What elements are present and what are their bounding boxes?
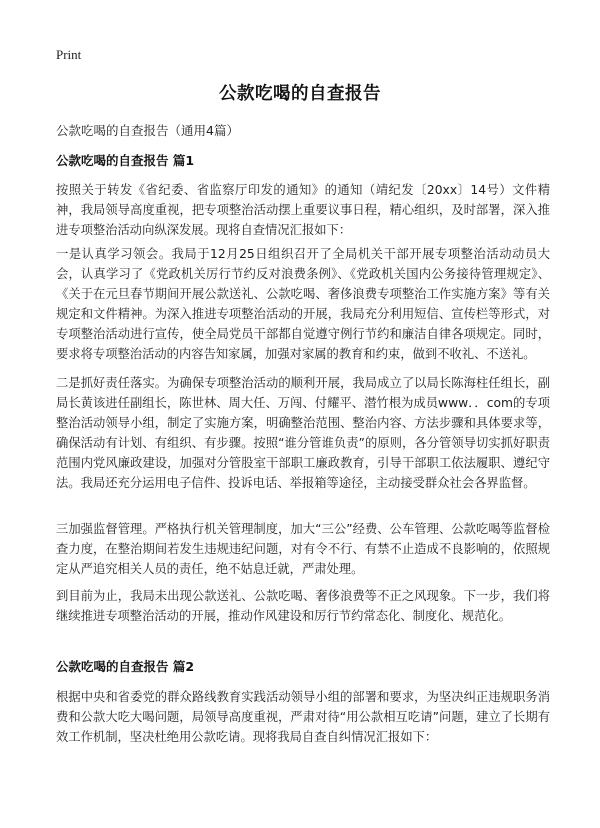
paragraph: 根据中央和省委党的群众路线教育实践活动领导小组的部署和要求，为坚决纠正违规职务消费和公款大吃大喝问题，局领导高度重视，严肃对待“用公款相互吃请”问题，建立了长期有效工作机制，坚决杜绝用公款吃请。现将我局自查自纠情况汇报如下： xyxy=(56,690,550,744)
section-heading-2: 公款吃喝的自查报告 篇2 xyxy=(56,659,195,674)
paragraph: 一是认真学习领会。我局于12月25日组织召开了全局机关干部开展专项整治活动动员大会，认真学习了《党政机关厉行节约反对浪费条例》、《党政机关国内公务接待管理规定》、《关于在元旦春节期间开展公款送礼、公款吃喝、奢侈浪费专项整治工作实施方案》等有关规定和文件精神。为深入推进专项整治活动的开展，我局充分利用短信、宣传栏等形式，对专项整治活动进行宣传，使全局党员干部都自觉遵守例行节约和廉洁自律各项规定。同时，要求将专项整治活动的内容告知家属，加强对家属的教育和约束，做到不收礼、不送礼。 xyxy=(56,247,550,361)
paragraph: 到目前为止，我局未出现公款送礼、公款吃喝、奢侈浪费等不正之风现象。下一步，我们将继续推进专项整治活动的开展，推动作风建设和厉行节约常态化、制度化、规范化。 xyxy=(56,589,550,623)
section-heading-1: 公款吃喝的自查报告 篇1 xyxy=(56,153,195,168)
document-title: 公款吃喝的自查报告 xyxy=(219,84,381,104)
paragraph: 三加强监督管理。严格执行机关管理制度，加大“三公”经费、公车管理、公款吃喝等监督检查力度，在整治期间若发生违规违纪问题，对有令不行、有禁不止造成不良影响的，依照规定从严追究相关人员的责任，绝不姑息迁就，严肃处理。 xyxy=(56,522,550,576)
print-link[interactable]: Print xyxy=(56,47,82,62)
paragraph: 二是抓好责任落实。为确保专项整治活动的顺利开展，我局成立了以局长陈海柱任组长，副局长黄该进任副组长，陈世林、周大任、万闯、付耀平、潜竹根为成员www．．com的专项整治活动领导小组，制定了实施方案，明确整治范围、整治内容、方法步骤和具体要求等，确保活动有计划、有组织、有步骤。按照“谁分管谁负责”的原则，各分管领导切实抓好职责范围内党风廉政建设，加强对分管股室干部职工廉政教育，引导干部职工依法履职、遵纪守法。我局还充分运用电子信件、投诉电话、举报箱等途径，主动接受群众社会各界监督。 xyxy=(56,376,550,490)
paragraph: 按照关于转发《省纪委、省监察厅印发的通知》的通知（靖纪发〔20xx〕14号）文件精神，我局领导高度重视，把专项整治活动摆上重要议事日程，精心组织，及时部署，深入推进专项整治活动向纵深发展。现将自查情况汇报如下： xyxy=(56,183,550,237)
document-subtitle: 公款吃喝的自查报告（通用4篇） xyxy=(56,123,239,138)
